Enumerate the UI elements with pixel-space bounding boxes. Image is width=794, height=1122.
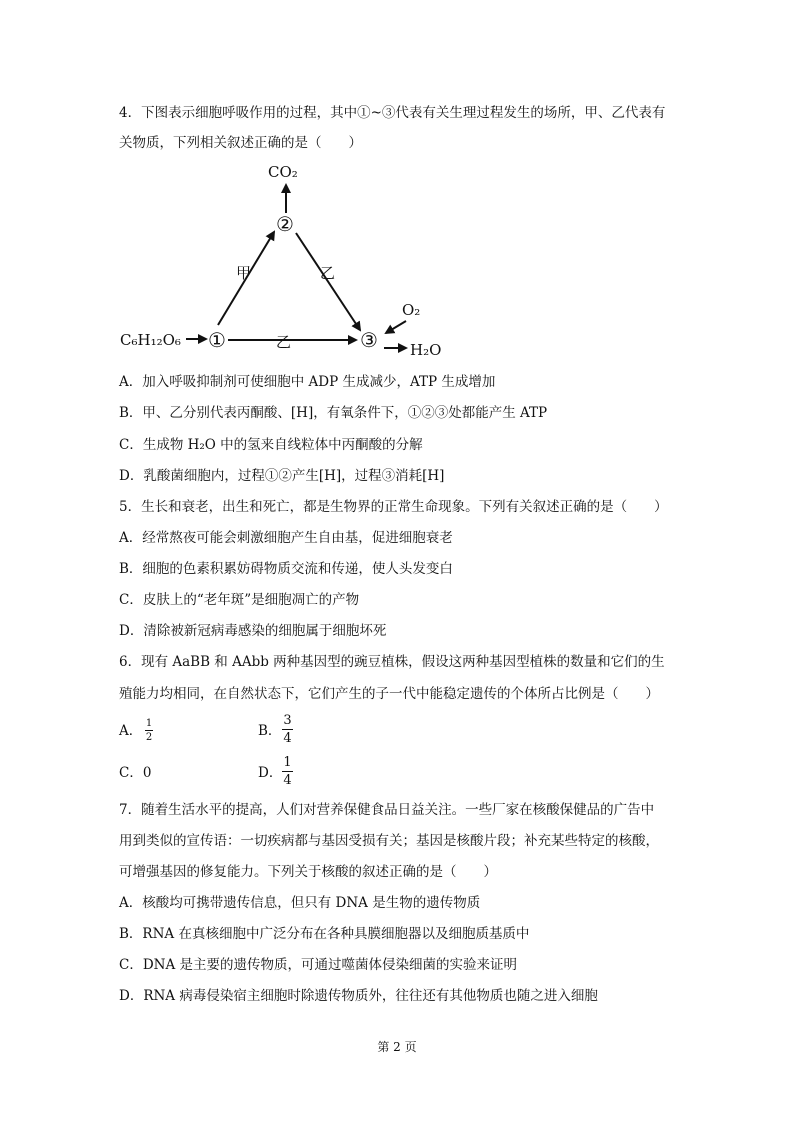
q6-option-d-numerator: 1 [283,755,292,770]
q6-option-a-denominator: 2 [145,732,153,743]
yi-right-label: 乙 [320,264,336,282]
q5-option-a: A．经常熬夜可能会刺激细胞产生自由基，促进细胞衰老 [119,530,453,546]
q6-option-b-numerator: 3 [283,713,292,728]
q6-option-b-label: B． [258,723,282,739]
q6-option-d-label: D． [258,765,283,781]
q7-stem-line3: 可增强基因的修复能力。下列关于核酸的叙述正确的是（ ） [119,864,497,880]
q6-option-b-denominator: 4 [283,731,292,746]
q6-option-a-label: A． [119,723,143,739]
q7-option-b: B．RNA 在真核细胞中广泛分布在各种具膜细胞器以及细胞质基质中 [119,926,530,942]
q7-option-a: A．核酸均可携带遗传信息，但只有 DNA 是生物的遗传物质 [119,895,481,911]
o2-label: O₂ [402,301,421,319]
q4-stem-line2: 关物质，下列相关叙述正确的是（ ） [119,135,362,151]
q7-option-c: C．DNA 是主要的遗传物质，可通过噬菌体侵染细菌的实验来证明 [119,957,518,973]
q5-option-c: C．皮肤上的“老年斑”是细胞凋亡的产物 [119,592,360,608]
fraction-bar [282,729,293,730]
h2o-label: H₂O [410,341,442,359]
q4-option-c: C．生成物 H₂O 中的氢来自线粒体中丙酮酸的分解 [119,437,423,453]
arrow-o2-to-site3 [386,321,406,333]
q6-option-d-denominator: 4 [283,773,292,788]
q6-stem-line1: 6．现有 AaBB 和 AAbb 两种基因型的豌豆植株，假设这两种基因型植株的数量和它们的生 [119,654,665,670]
site3-marker: ③ [360,328,378,352]
site2-marker: ② [276,212,294,236]
glucose-label: C₆H₁₂O₆ [120,331,181,349]
q6-option-c: C．0 [119,765,152,781]
q4-option-d: D．乳酸菌细胞内，过程①②产生[H]，过程③消耗[H] [119,468,445,484]
q7-option-d: D．RNA 病毒侵染宿主细胞时除遗传物质外，往往还有其他物质也随之进入细胞 [119,988,598,1004]
yi-bottom-label: 乙 [276,333,292,351]
fraction-bar [145,730,153,731]
fraction-bar [282,771,293,772]
jia-label: 甲 [236,264,252,282]
page-footer: 第 2 页 [377,1040,417,1054]
q4-stem-line1: 4．下图表示细胞呼吸作用的过程，其中①~③代表有关生理过程发生的场所，甲、乙代表有 [119,105,666,121]
q6-option-a-numerator: 1 [145,718,153,729]
q6-option-d-fraction [282,755,293,788]
q5-option-d: D．清除被新冠病毒感染的细胞属于细胞坏死 [119,623,387,639]
q6-option-a-fraction [145,718,153,743]
q6-stem-line2: 殖能力均相同，在自然状态下，它们产生的子一代中能稳定遗传的个体所占比例是（ ） [119,686,659,702]
q7-stem-line2: 用到类似的宣传语：一切疾病都与基因受损有关；基因是核酸片段；补充某些特定的核酸， [119,833,659,849]
site1-marker: ① [208,328,226,352]
q7-stem-line1: 7．随着生活水平的提高，人们对营养保健食品日益关注。一些厂家在核酸保健品的广告中 [119,802,655,818]
q4-option-a: A．加入呼吸抑制剂可使细胞中 ADP 生成减少，ATP 生成增加 [119,374,496,390]
co2-label: CO₂ [268,163,298,181]
q6-option-b-fraction [282,713,293,746]
q5-option-b: B．细胞的色素积累妨碍物质交流和传递，使人头发变白 [119,561,453,577]
respiration-diagram [110,155,460,370]
q5-stem: 5．生长和衰老，出生和死亡，都是生物界的正常生命现象。下列有关叙述正确的是（ ） [119,499,668,515]
q4-option-b: B．甲、乙分别代表丙酮酸、[H]，有氧条件下，①②③处都能产生 ATP [119,405,548,421]
